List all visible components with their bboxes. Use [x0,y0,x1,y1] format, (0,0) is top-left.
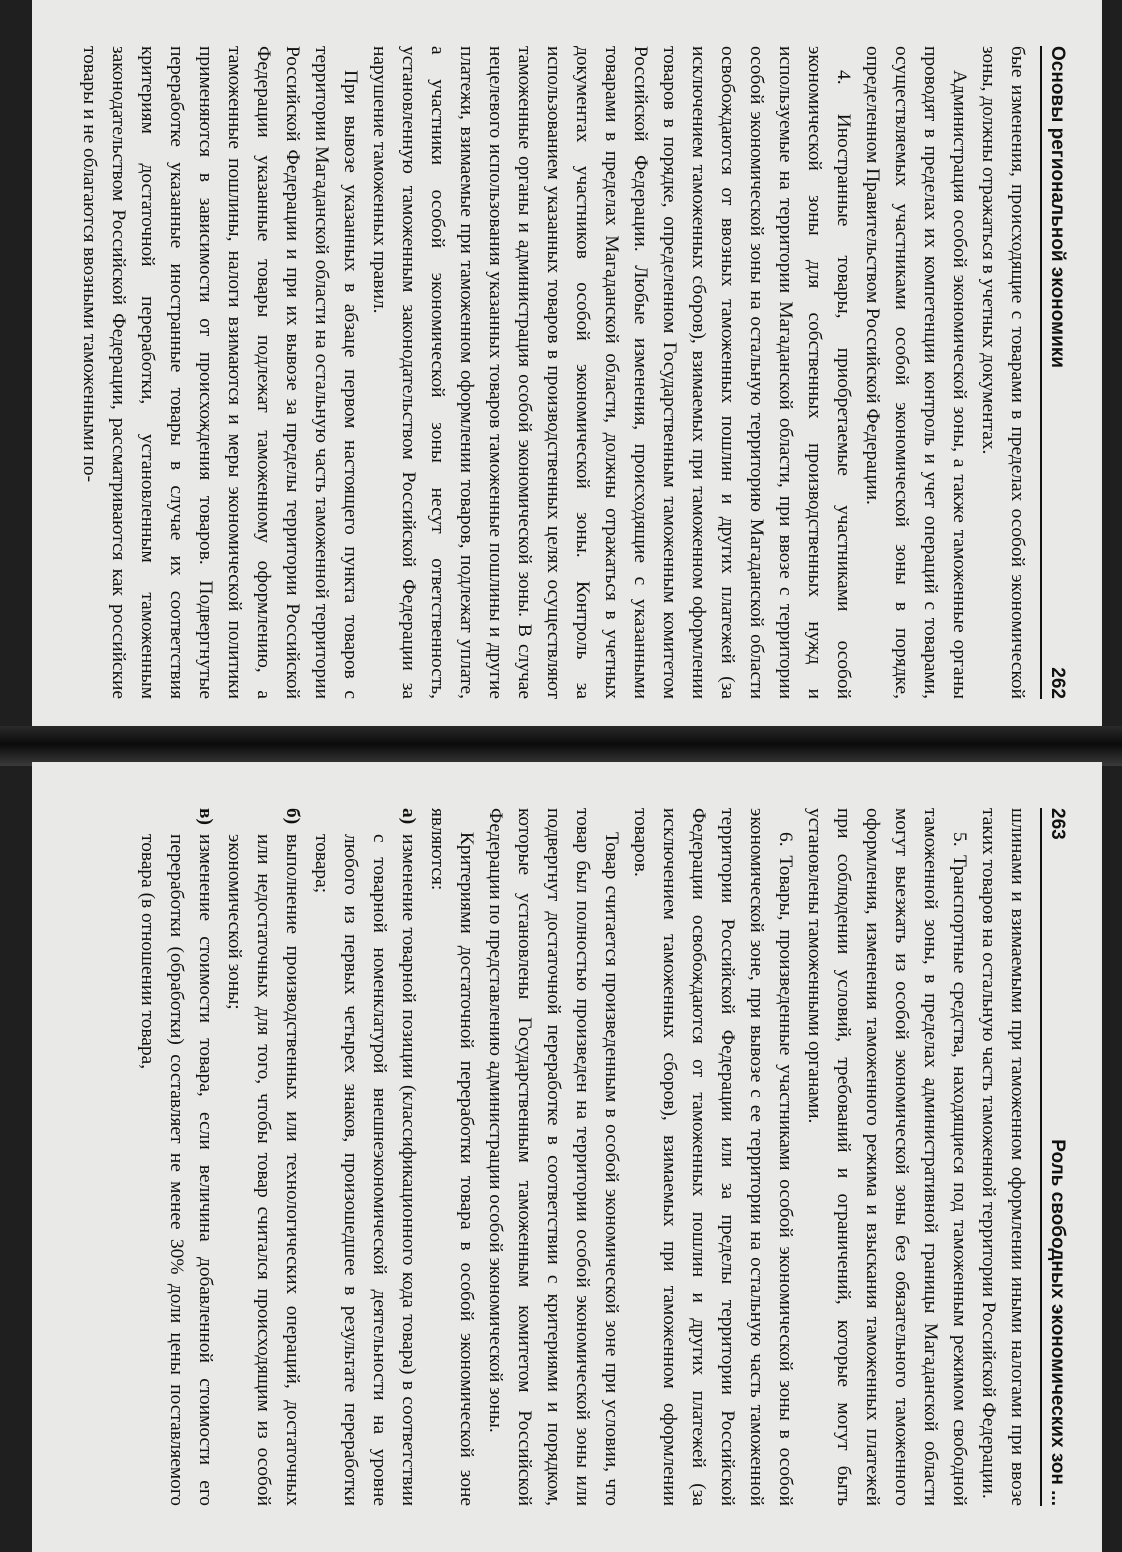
running-title: Роль свободных экономических зон ... [1047,1139,1068,1506]
paragraph: бые изменения, происходящие с товарами в пределах особой экономической зоны, должны отражаться в учетных документах. [978,46,1028,699]
right-page-body [133,808,1032,1506]
paragraph: Критериями достаточной переработки товара в особой экономической зоне являются: [427,808,477,1506]
paragraph: 6. Товары, произведенные участниками особой экономической зоны в особой экономической зоне, при вывозе с ее территории на остальную часть таможенной территории Российской Федерации или за пределы территории Российской Федерации освобождаются от таможенных пошлин и других платежей (за исключением таможенных сборов), взимаемых при таможенном оформлении товаров. [630,808,796,1506]
running-title: Основы региональной экономики [1047,46,1068,368]
paragraph: При вывозе указанных в абзаце первом настоящего пункта товаров с территории Магаданской области на остальную часть таможенной территории Российской Федерации и при их вывозе за пределы территории Российской Федерации указанные товары подлежат таможенному оформлению, а таможенные пошлины, налоги взимаются и меры экономической политики применяются в зависимости от происхождения товаров. Подвергнутые переработке указанные иностранные товары в случае их соответствия критериям достаточной переработки, установленным таможенным законодательством Российской Федерации, рассматриваются как российские товары и не облагаются ввозными таможенными по- [79,46,361,699]
paragraph: Администрация особой экономической зоны, а также таможенные органы проводят в пределах их компетенции контроль и учет операций с товарами, осуществляемых участниками особой экономической зоны в порядке, определенном Правительством Российской Федерации. [862,46,970,699]
page-number: 263 [1047,808,1068,840]
left-page-header [1040,46,1068,699]
right-page-header [1040,808,1068,1506]
list-item [220,808,307,1506]
paragraph: 4. Иностранные товары, приобретаемые участниками особой экономической зоны для собственных производственных нужд и используемые на территории Магаданской области, при ввозе с территории особой экономической зоны на остальную территорию Магаданской области освобождаются от ввозных таможенных пошлин и других платежей (за исключением таможенных сборов), взимаемых при таможенном оформлении товаров в порядке, определенном Государственным таможенным комитетом Российской Федерации. Любые изменения, происходящие с указанными товарами в пределах Магаданской области, должны отражаться в учетных документах участников особой экономической зоны. Контроль за использованием указанных товаров в производственных целях осуществляют таможенные органы и администрация особой экономической зоны. В случае нецелевого использования указанных товаров таможенные пошлины и другие платежи, взимаемые при таможенном оформлении товаров, подлежат уплате, а участники особой экономической зоны несут ответственность, установленную таможенным законодательством Российской Федерации за нарушение таможенных правил. [369,46,854,699]
list-marker: б) [282,808,303,825]
paragraph: шлинами и взимаемыми при таможенном оформлении иными налогами при ввозе таких товаров на остальную часть таможенной территории Российской Федерации. [978,808,1028,1506]
list-item [307,808,423,1506]
list-item-text: выполнение производственных или технологических операций, достаточных или недостаточных для того, чтобы товар считался происходящим из особой экономической зоны; [224,834,303,1506]
paragraph: Товар считается произведенным в особой экономической зоне при условии, что товар был полностью произведен на территории особой экономической зоны или подвергнут достаточной переработке в соответствии с критериями и порядком, которые установлены Государственным таможенным комитетом Российской Федерации по представлению администрации особой экономической зоны. [485,808,622,1506]
right-page [32,762,1102,1552]
list-item [133,808,220,1506]
page-number: 262 [1047,667,1068,699]
list-marker: а) [398,808,419,825]
book-gutter [0,726,1122,766]
left-page-body [75,46,1032,699]
left-page [32,0,1102,745]
list-item-text: изменение товарной позиции (классификационного кода товара) в соответствии с товарной номенклатурой внешнеэкономической деятельности на уровне любого из первых четырех знаков, произошедшее в результате переработки товара; [311,834,419,1506]
paragraph: 5. Транспортные средства, находящиеся под таможенным режимом свободной таможенной зоны, в пределах административной границы Магаданской области могут выезжать из особой экономической зоны без обязательного таможенного оформления, изменения таможенного режима и взыскания таможенных платежей при соблюдении условий, требований и ограничений, которые могут быть установлены таможенными органами. [804,808,970,1506]
list-marker: в) [195,808,216,825]
list-item-text: изменение стоимости товара, если величина добавленной стоимости его переработки (обработки) составляет не менее 30% доли цены поставляемого товара (в отношении товара, [137,834,216,1506]
